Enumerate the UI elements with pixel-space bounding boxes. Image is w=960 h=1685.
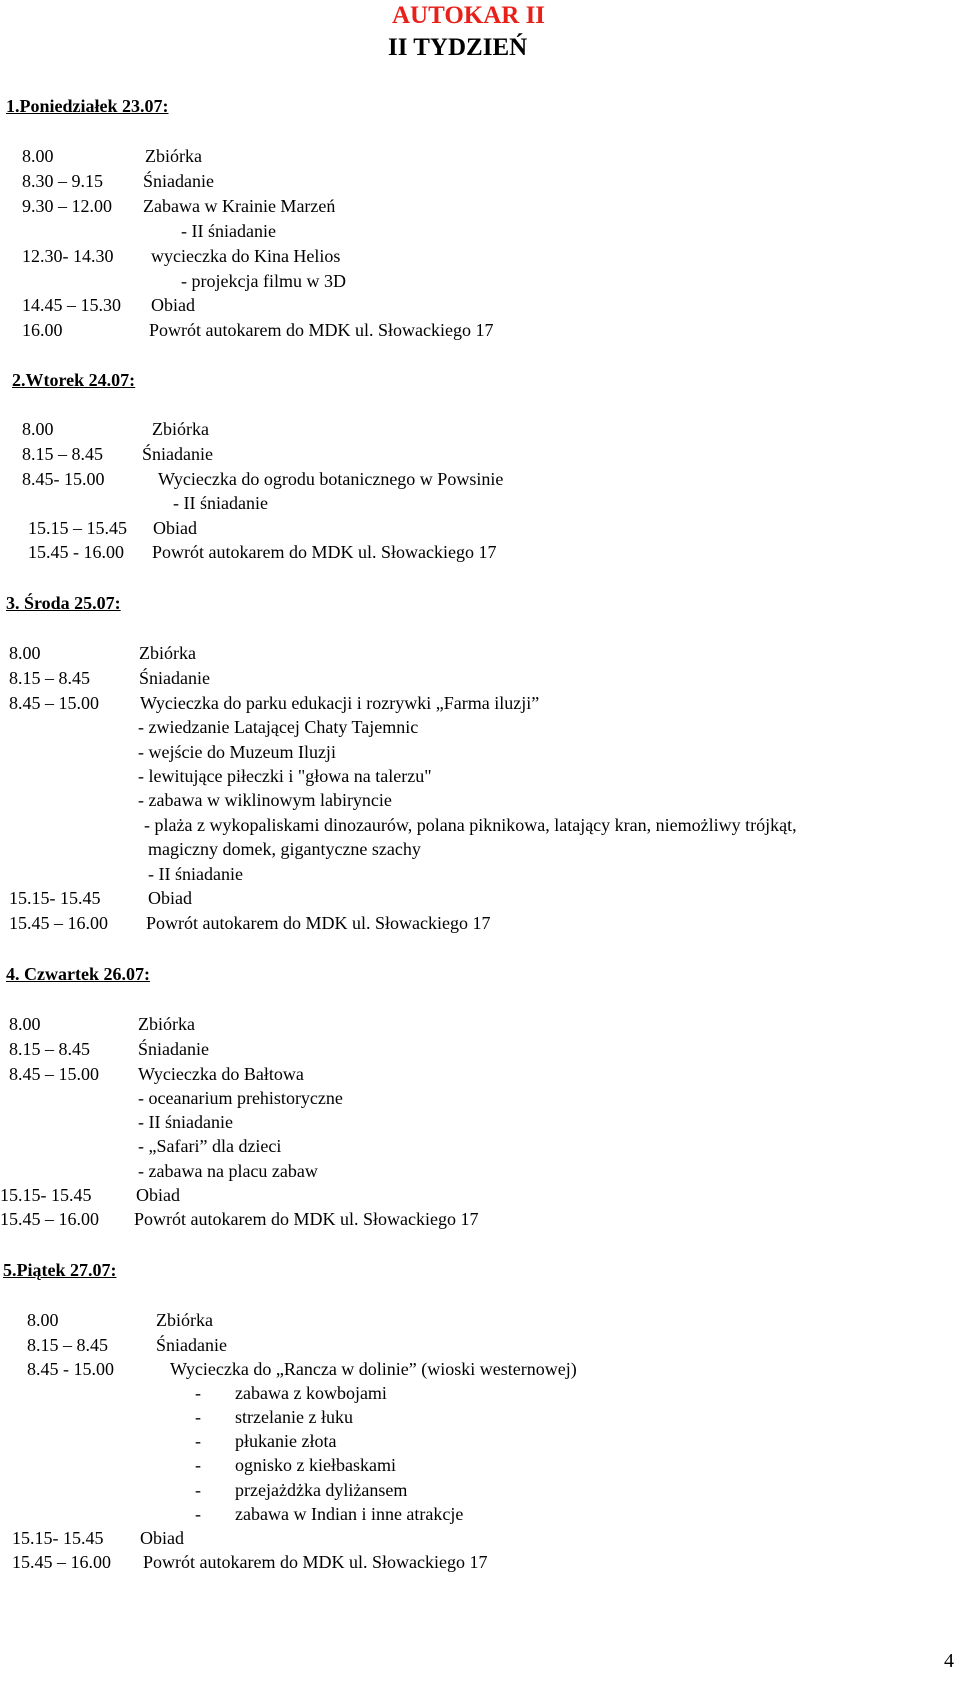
schedule-activity: Śniadanie [139,668,210,688]
schedule-activity: Śniadanie [143,171,214,191]
header-title: AUTOKAR II [392,2,546,29]
schedule-time: 8.00 [9,643,41,663]
schedule-activity: Zbiórka [139,643,196,663]
schedule-activity: Śniadanie [142,444,213,464]
day-heading: 3. Środa 25.07: [6,593,121,613]
schedule-time: 8.45 – 15.00 [9,693,99,713]
list-bullet: - [195,1383,201,1403]
schedule-time: 8.45- 15.00 [22,469,105,489]
schedule-activity: - zabawa w wiklinowym labiryncie [138,790,392,810]
schedule-activity: - zwiedzanie Latającej Chaty Tajemnic [138,717,419,737]
schedule-activity: - oceanarium prehistoryczne [138,1088,343,1108]
schedule-time: 8.15 – 8.45 [22,444,103,464]
schedule-activity: przejażdżka dyliżansem [235,1480,408,1500]
schedule-activity: - plaża z wykopaliskami dinozaurów, polana piknikowa, latający kran, niemożliwy trójkąt, [144,815,797,835]
schedule-time: 8.15 – 8.45 [9,1039,90,1059]
schedule-time: 8.15 – 8.45 [27,1335,108,1355]
schedule-time: 8.30 – 9.15 [22,171,103,191]
schedule-time: 15.15- 15.45 [12,1528,104,1548]
schedule-time: 8.00 [22,146,54,166]
schedule-time: 15.45 – 16.00 [9,913,108,933]
schedule-activity: - II śniadanie [181,221,276,241]
schedule-time: 8.45 – 15.00 [9,1064,99,1084]
day-heading: 1.Poniedziałek 23.07: [6,96,169,116]
header-subtitle: II TYDZIEŃ [388,34,528,61]
schedule-activity: - zabawa na placu zabaw [138,1161,318,1181]
schedule-activity: Wycieczka do ogrodu botanicznego w Powsinie [158,469,504,489]
schedule-activity: płukanie złota [235,1431,337,1451]
schedule-activity: Obiad [136,1185,180,1205]
day-heading: 5.Piątek 27.07: [3,1260,117,1280]
schedule-time: 8.15 – 8.45 [9,668,90,688]
schedule-activity: magiczny domek, gigantyczne szachy [148,839,421,859]
schedule-time: 16.00 [22,320,63,340]
schedule-activity: Obiad [151,295,195,315]
schedule-activity: Powrót autokarem do MDK ul. Słowackiego 17 [143,1552,488,1572]
list-bullet: - [195,1504,201,1524]
schedule-activity: - projekcja filmu w 3D [181,271,346,291]
day-heading: 4. Czwartek 26.07: [6,964,150,984]
schedule-time: 8.00 [9,1014,41,1034]
schedule-activity: Zbiórka [152,419,209,439]
day-heading: 2.Wtorek 24.07: [12,370,136,390]
schedule-activity: - II śniadanie [173,493,268,513]
schedule-time: 15.45 - 16.00 [28,542,124,562]
schedule-activity: Powrót autokarem do MDK ul. Słowackiego 17 [134,1209,479,1229]
schedule-time: 15.45 – 16.00 [0,1209,99,1229]
schedule-activity: Zbiórka [156,1310,213,1330]
schedule-time: 8.00 [22,419,54,439]
schedule-time: 8.00 [27,1310,59,1330]
schedule-time: 14.45 – 15.30 [22,295,121,315]
schedule-time: 9.30 – 12.00 [22,196,112,216]
schedule-activity: - II śniadanie [148,864,243,884]
schedule-activity: Powrót autokarem do MDK ul. Słowackiego 17 [152,542,497,562]
schedule-time: 15.15- 15.45 [9,888,101,908]
schedule-activity: Powrót autokarem do MDK ul. Słowackiego 17 [149,320,494,340]
schedule-activity: - „Safari” dla dzieci [138,1136,282,1156]
schedule-activity: - lewitujące piłeczki i "głowa na talerzu" [138,766,432,786]
schedule-activity: wycieczka do Kina Helios [151,246,341,266]
list-bullet: - [195,1431,201,1451]
schedule-activity: Powrót autokarem do MDK ul. Słowackiego 17 [146,913,491,933]
schedule-activity: - wejście do Muzeum Iluzji [138,742,336,762]
schedule-activity: Wycieczka do parku edukacji i rozrywki „Farma iluzji” [140,693,540,713]
schedule-activity: Wycieczka do „Rancza w dolinie” (wioski westernowej) [170,1359,577,1379]
schedule-time: 15.15- 15.45 [0,1185,92,1205]
schedule-activity: - II śniadanie [138,1112,233,1132]
schedule-activity: ognisko z kiełbaskami [235,1455,396,1475]
schedule-activity: zabawa z kowbojami [235,1383,387,1403]
schedule-activity: Obiad [153,518,197,538]
schedule-activity: Zabawa w Krainie Marzeń [143,196,336,216]
schedule-time: 15.15 – 15.45 [28,518,127,538]
page-number: 4 [944,1650,954,1672]
schedule-activity: Wycieczka do Bałtowa [138,1064,304,1084]
schedule-activity: Obiad [140,1528,184,1548]
schedule-time: 8.45 - 15.00 [27,1359,114,1379]
schedule-time: 15.45 – 16.00 [12,1552,111,1572]
schedule-activity: Śniadanie [156,1335,227,1355]
list-bullet: - [195,1407,201,1427]
schedule-activity: Zbiórka [145,146,202,166]
schedule-activity: Śniadanie [138,1039,209,1059]
schedule-activity: Obiad [148,888,192,908]
list-bullet: - [195,1455,201,1475]
schedule-time: 12.30- 14.30 [22,246,114,266]
schedule-activity: strzelanie z łuku [235,1407,353,1427]
schedule-activity: zabawa w Indian i inne atrakcje [235,1504,464,1524]
schedule-activity: Zbiórka [138,1014,195,1034]
list-bullet: - [195,1480,201,1500]
